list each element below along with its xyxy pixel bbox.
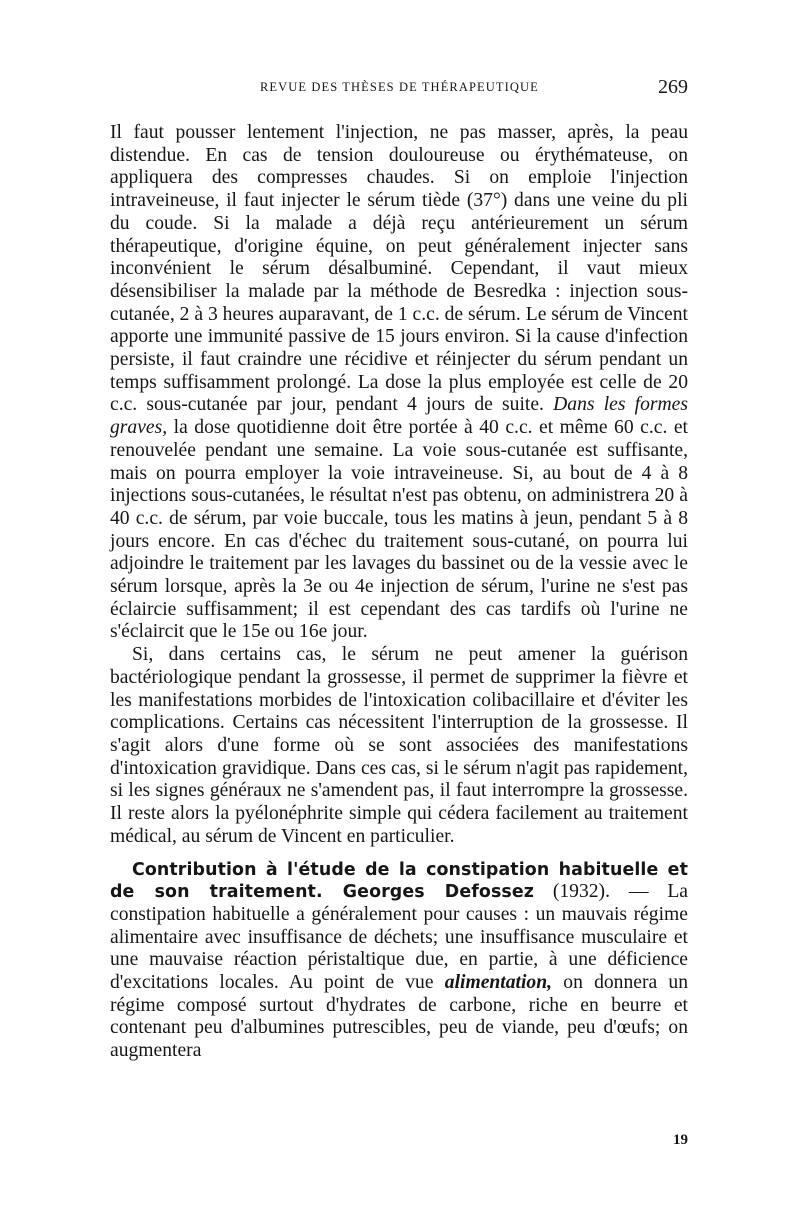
running-header — [110, 76, 688, 104]
paragraph-text: la dose quotidienne doit être portée à 40 c.c. et même 60 c.c. et renouvelée pendant une semaine. La voie sous-cutanée est suffisante, mais on pourra employer la voie intraveineuse. Si, au bout de 4 à 8 injections sous-cutanées, le résultat n'est pas obtenu, on administrera 20 à 40 c.c. de sérum, par voie buccale, tous les matins à jeun, pendant 5 à 8 jours encore. En cas d'échec du traitement sous-cutané, on pourra lui adjoindre le traitement par les lavages du bassinet ou de la vessie avec le sérum lorsque, après la 3e ou 4e injection de sérum, l'urine ne s'est pas éclaircie suffisamment; il est cependant des cas tardifs où l'urine ne s'éclaircit que le 15e ou 16e jour. — [110, 417, 688, 643]
body-text — [110, 122, 688, 1063]
paragraph-pregnancy: Si, dans certains cas, le sérum ne peut amener la guérison bactériologique pendant la grossesse, il permet de supprimer la fièvre et les manifestations morbides de l'intoxication colibacillaire et d'éviter les complications. Certains cas nécessitent l'interruption de la grossesse. Il s'agit alors d'une forme où se sont associées des manifestations d'intoxication gravidique. Dans ces cas, si le sérum n'agit pas rapidement, si les signes généraux ne s'amendent pas, il faut interrompre la grossesse. Il reste alors la pyélonéphrite simple qui cédera facilement au traitement médical, au sérum de Vincent en particulier. — [110, 644, 688, 847]
thesis-entry-constipation — [110, 859, 688, 1063]
section-text: — La constipation habituelle a généralement pour causes : un mauvais régime alimentaire avec insuffisance de déchets; une insuffisance musculaire et une mauvaise réaction péristaltique due, en partie, à une déficience d'excitations locales. Au point de vue — [110, 881, 688, 994]
paragraph-text: Il faut pousser lentement l'injection, ne pas masser, après, la peau distendue. En cas de tension douloureuse ou érythémateuse, on appliquera des compresses chaudes. Si on emploie l'injection intraveineuse, il faut injecter le sérum tiède (37°) dans une veine du pli du coude. Si la malade a déjà reçu antérieurement un sérum thérapeutique, d'origine équine, on peut généralement injecter sans inconvénient le sérum désalbuminé. Cependant, il vaut mieux désensibiliser la malade par la méthode de Besredka : injection sous-cutanée, 2 à 3 heures auparavant, de 1 c.c. de sérum. Le sérum de Vincent apporte une immunité passive de 15 jours environ. Si la cause d'infection persiste, il faut craindre une récidive et réinjecter du sérum pendant un temps suffisamment prolongé. La dose la plus employée est celle de 20 c.c. sous-cutanée par jour, pendant 4 jours de suite. — [110, 122, 688, 416]
signature-mark: 19 — [673, 1132, 688, 1148]
section-title: Contribution à l'étude de la constipation habituelle et de son traitement. Georges Defossez — [110, 859, 688, 903]
section-text: on donnera un régime composé surtout d'hydrates de carbone, riche en beurre et contenant peu d'albumines putrescibles, peu de viande, peu d'œufs; on augmentera — [110, 972, 689, 1062]
italic-phrase: Dans les formes graves, — [110, 394, 688, 439]
running-title: REVUE DES THÈSES DE THÉRAPEUTIQUE — [260, 80, 539, 94]
section-year: (1932). — [552, 881, 610, 903]
paragraph-serum-injection — [110, 122, 688, 644]
italic-bold-phrase: alimentation, — [444, 972, 553, 994]
page-number: 269 — [658, 76, 688, 98]
